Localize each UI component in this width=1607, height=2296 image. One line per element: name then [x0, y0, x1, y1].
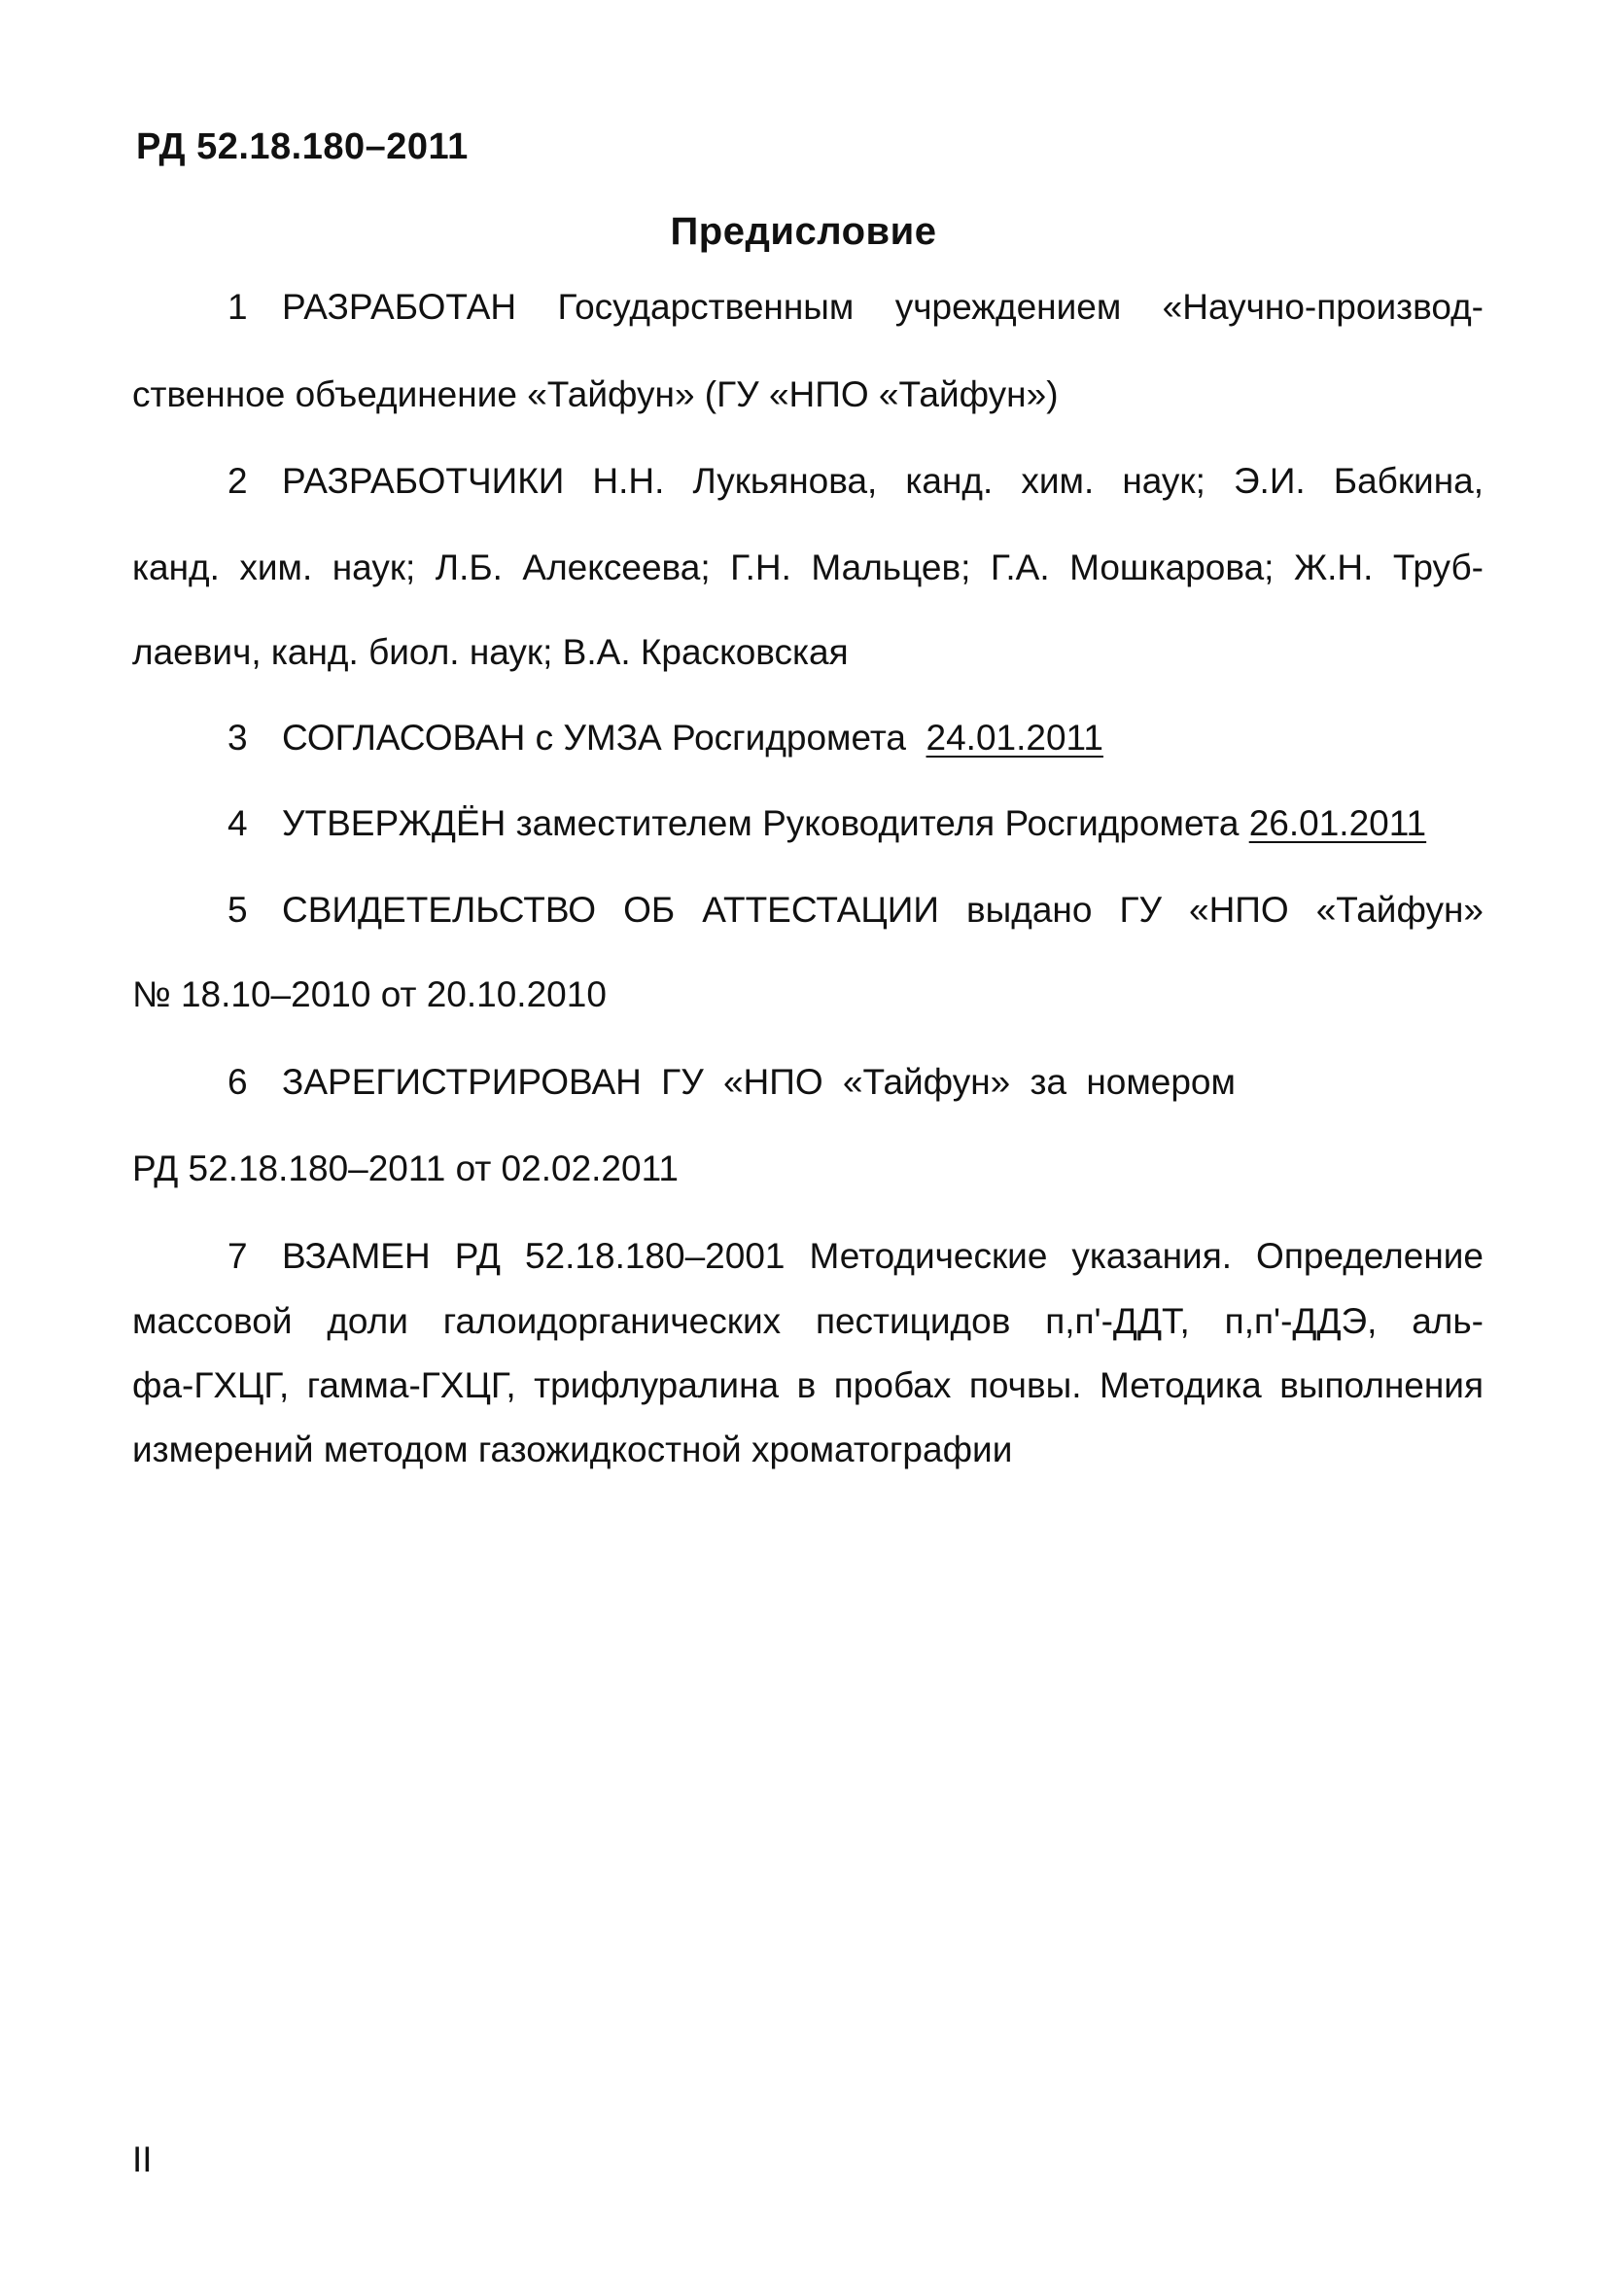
item-7-text-2: массовой доли галоидорганических пестицидов п,п'-ДДТ, п,п'-ДДЭ, аль-: [132, 1301, 1484, 1341]
item-2-text-1: РАЗРАБОТЧИКИ Н.Н. Лукьянова, канд. хим. наук; Э.И. Бабкина,: [282, 461, 1484, 501]
item-2-line-1: [227, 463, 1484, 499]
item-3-number: 3: [227, 718, 248, 758]
page-title: Предисловие: [670, 210, 937, 253]
item-1-line-2: ственное объединение «Тайфун» (ГУ «НПО «Тайфун»): [132, 374, 1059, 414]
item-2-text-2: канд. хим. наук; Л.Б. Алексеева; Г.Н. Мальцев; Г.А. Мошкарова; Ж.Н. Труб-: [132, 548, 1484, 587]
item-6-line-2: РД 52.18.180–2011 от 02.02.2011: [132, 1148, 679, 1188]
item-4-line: [227, 805, 1426, 841]
item-1-line-1: [227, 289, 1484, 325]
item-5-text-1: СВИДЕТЕЛЬСТВО ОБ АТТЕСТАЦИИ выдано ГУ «НПО «Тайфун»: [282, 890, 1484, 930]
item-7-line-1: [227, 1238, 1484, 1274]
item-7-line-4: измерений методом газожидкостной хроматографии: [132, 1430, 1013, 1469]
item-2-line-2: [132, 549, 1484, 585]
item-1-number: 1: [227, 287, 248, 327]
item-5-number: 5: [227, 890, 248, 930]
item-7-text-1: ВЗАМЕН РД 52.18.180–2001 Методические указания. Определение: [282, 1236, 1484, 1276]
item-5-line-1: [227, 892, 1484, 928]
item-2-line-3: лаевич, канд. биол. наук; В.А. Красковская: [132, 632, 849, 672]
item-3-date: 24.01.2011: [926, 718, 1103, 758]
item-5-line-2: № 18.10–2010 от 20.10.2010: [132, 974, 607, 1014]
page-number: II: [132, 2139, 153, 2179]
item-2-number: 2: [227, 461, 248, 501]
item-6-text-1: ЗАРЕГИСТРИРОВАН ГУ «НПО «Тайфун» за номером: [282, 1062, 1236, 1102]
item-6-number: 6: [227, 1062, 248, 1102]
item-7-number: 7: [227, 1236, 248, 1276]
item-4-text: УТВЕРЖДЁН заместителем Руководителя Росгидромета: [282, 803, 1240, 843]
item-3-line: [227, 720, 1103, 756]
item-4-date: 26.01.2011: [1248, 803, 1427, 843]
document-code: РД 52.18.180–2011: [136, 126, 469, 167]
item-7-text-3: фа-ГХЦГ, гамма-ГХЦГ, трифлуралина в пробах почвы. Методика выполнения: [132, 1365, 1484, 1405]
item-4-number: 4: [227, 803, 248, 843]
item-1-text-1: РАЗРАБОТАН Государственным учреждением «Научно-производ-: [282, 287, 1484, 327]
item-6-line-1: [227, 1064, 1236, 1100]
item-3-text: СОГЛАСОВАН с УМЗА Росгидромета: [282, 718, 906, 758]
item-7-line-2: [132, 1303, 1484, 1339]
item-7-line-3: [132, 1367, 1484, 1403]
